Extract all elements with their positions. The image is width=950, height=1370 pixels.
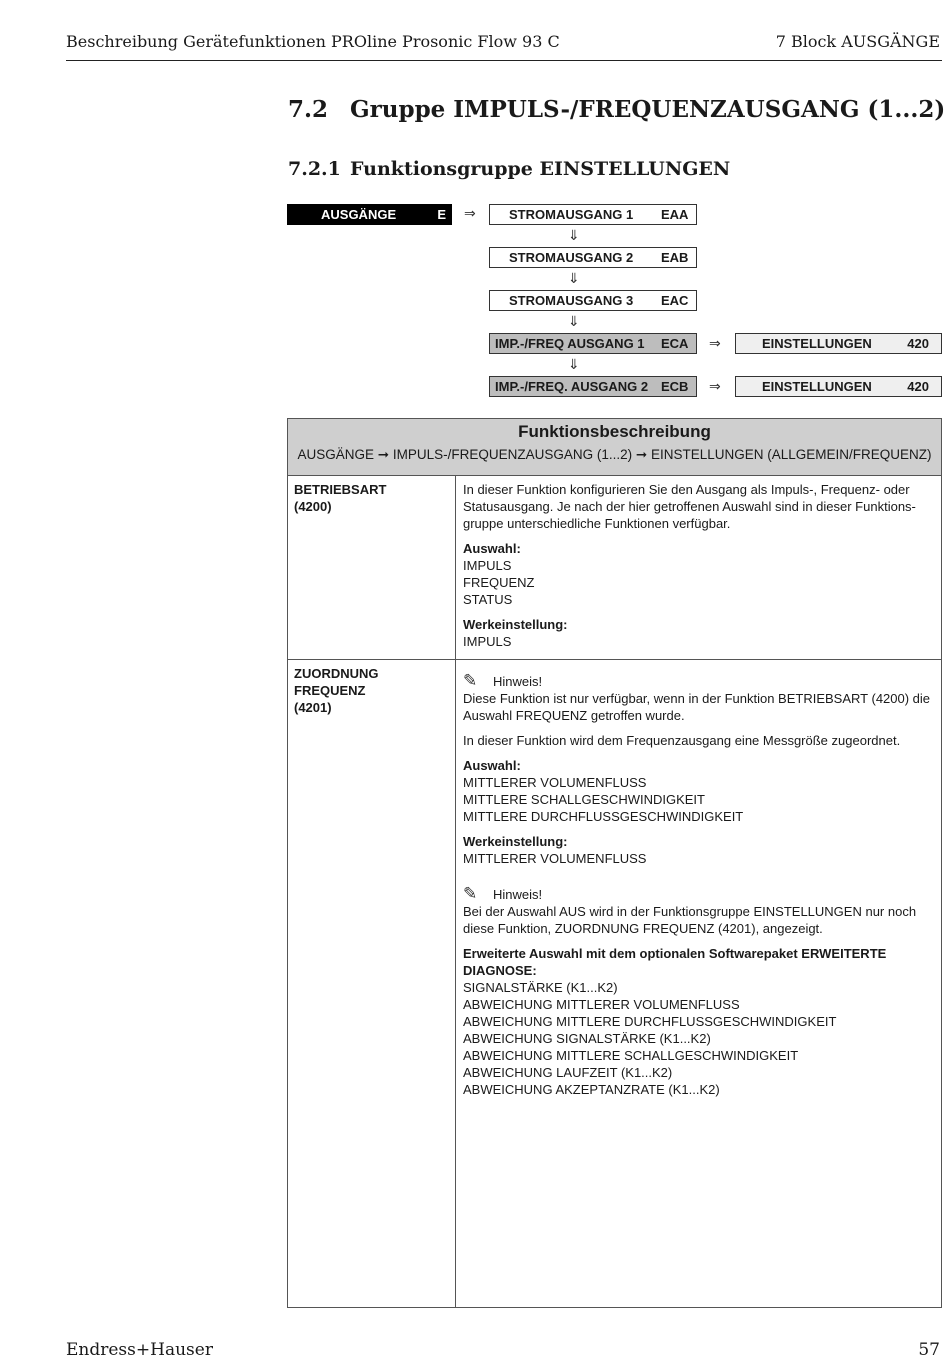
nav-item-label: STROMAUSGANG 2 (509, 250, 634, 265)
nav-root-label: AUSGÄNGE (321, 207, 397, 222)
arrow-right-icon: ⇒ (709, 378, 721, 394)
table-title: Funktionsbeschreibung (518, 422, 711, 441)
arrow-right-icon: ⇒ (464, 205, 476, 221)
subsection-title: Funktionsgruppe EINSTELLUNGEN (350, 158, 731, 180)
auswahl-option: STATUS (463, 592, 513, 607)
auswahl-label: Auswahl: (463, 758, 521, 773)
subsection-heading (288, 158, 730, 180)
nav-item-stromausgang-1 (489, 204, 697, 225)
note-label: Hinweis! (493, 887, 543, 902)
extended-selection-label: Erweiterte Auswahl mit dem optionalen Softwarepaket ERWEITERTE DIAGNOSE: (463, 946, 887, 978)
auswahl-list (463, 557, 935, 608)
nav-item-stromausgang-2 (489, 247, 697, 268)
function-code: (4201) (294, 700, 332, 715)
extended-option: ABWEICHUNG MITTLERE DURCHFLUSSGESCHWINDIGKEIT (463, 1014, 837, 1029)
running-header-chapter: 7 Block AUSGÄNGE (775, 32, 940, 51)
extended-selection-list (463, 979, 935, 1098)
nav-item-label: IMP.-/FREQ AUSGANG 1 (495, 336, 645, 351)
path-arrow-icon: ➞ (377, 447, 390, 462)
nav-item-label: STROMAUSGANG 1 (509, 207, 634, 222)
running-header-title: Beschreibung Gerätefunktionen PROline Prosonic Flow 93 C (66, 32, 560, 51)
nav-target-einstellungen-1 (735, 333, 942, 354)
nav-item-code: EAA (661, 207, 689, 222)
footer-brand: Endress+Hauser (66, 1340, 213, 1360)
extended-option: ABWEICHUNG AKZEPTANZRATE (K1...K2) (463, 1082, 720, 1097)
werkeinstellung-label: Werkeinstellung: (463, 834, 568, 849)
note-label: Hinweis! (493, 674, 543, 689)
page-number: 57 (918, 1340, 940, 1360)
note-text: Diese Funktion ist nur verfügbar, wenn in der Funktion BETRIEBSART (4200) die Auswahl FREQUENZ getroffen wurde. (463, 691, 931, 723)
auswahl-option: MITTLERE SCHALLGESCHWINDIGKEIT (463, 792, 705, 807)
pencil-note-icon: ✎ (463, 884, 478, 903)
nav-target-code: 420 (907, 379, 929, 394)
arrow-down-icon: ⇓ (568, 356, 580, 372)
subsection-number: 7.2.1 (288, 158, 341, 180)
auswahl-label: Auswahl: (463, 541, 521, 556)
nav-item-impfreq-ausgang-2 (489, 376, 697, 397)
table-row-betriebsart (288, 476, 941, 660)
note-heading (463, 885, 935, 903)
arrow-down-icon: ⇓ (568, 227, 580, 243)
auswahl-option: MITTLERER VOLUMENFLUSS (463, 775, 647, 790)
nav-item-label: IMP.-/FREQ. AUSGANG 2 (495, 379, 649, 394)
nav-target-label: EINSTELLUNGEN (762, 379, 872, 394)
nav-target-label: EINSTELLUNGEN (762, 336, 872, 351)
function-name-line-1: ZUORDNUNG (294, 666, 379, 681)
table-path (288, 447, 941, 463)
path-impuls-frequenzausgang: IMPULS-/FREQUENZAUSGANG (1...2) (392, 447, 633, 462)
nav-item-label: STROMAUSGANG 3 (509, 293, 634, 308)
nav-target-einstellungen-2 (735, 376, 942, 397)
arrow-down-icon: ⇓ (568, 313, 580, 329)
nav-item-code: ECA (661, 336, 689, 351)
header-rule (66, 60, 942, 61)
extended-option: SIGNALSTÄRKE (K1...K2) (463, 980, 618, 995)
nav-root-code: E (437, 207, 446, 222)
pencil-note-icon: ✎ (463, 671, 478, 690)
function-code: (4200) (294, 499, 332, 514)
werkeinstellung-value: MITTLERER VOLUMENFLUSS (463, 851, 647, 866)
description-text: In dieser Funktion konfigurieren Sie den Ausgang als Impuls-, Frequenz- oder Statusausgang. Je nach der hier getroffenen Auswahl sind in dieser Funktionsgruppe unterschiedliche Funktionen verfügbar. (463, 482, 916, 531)
nav-item-impfreq-ausgang-1 (489, 333, 697, 354)
werkeinstellung-label: Werkeinstellung: (463, 617, 568, 632)
nav-item-code: ECB (661, 379, 689, 394)
extended-option: ABWEICHUNG LAUFZEIT (K1...K2) (463, 1065, 673, 1080)
path-arrow-icon: ➞ (635, 447, 648, 462)
note-text: Bei der Auswahl AUS wird in der Funktionsgruppe EINSTELLUNGEN nur noch diese Funktion, ZUORDNUNG FREQUENZ (4201), angezeigt. (463, 904, 917, 936)
section-number: 7.2 (288, 96, 329, 123)
section-heading (288, 96, 945, 123)
extended-option: ABWEICHUNG MITTLERER VOLUMENFLUSS (463, 997, 740, 1012)
description-text: In dieser Funktion wird dem Frequenzausgang eine Messgröße zugeordnet. (463, 733, 901, 748)
extended-option: ABWEICHUNG MITTLERE SCHALLGESCHWINDIGKEIT (463, 1048, 799, 1063)
table-header (288, 419, 941, 476)
section-title: Gruppe IMPULS-/FREQUENZAUSGANG (1...2) (350, 96, 946, 123)
nav-item-stromausgang-3 (489, 290, 697, 311)
arrow-right-icon: ⇒ (709, 335, 721, 351)
path-ausgaenge: AUSGÄNGE (297, 447, 374, 462)
function-name-cell (288, 660, 456, 1308)
function-name: BETRIEBSART (294, 482, 387, 497)
nav-item-code: EAC (661, 293, 689, 308)
nav-item-code: EAB (661, 250, 689, 265)
auswahl-option: IMPULS (463, 558, 512, 573)
function-name-line-2: FREQUENZ (294, 683, 366, 698)
auswahl-option: MITTLERE DURCHFLUSSGESCHWINDIGKEIT (463, 809, 744, 824)
nav-root-ausgaenge (287, 204, 452, 225)
note-heading (463, 672, 935, 690)
function-description-table (287, 418, 942, 1308)
arrow-down-icon: ⇓ (568, 270, 580, 286)
function-description-cell (456, 660, 941, 1106)
werkeinstellung-value: IMPULS (463, 634, 512, 649)
auswahl-list (463, 774, 935, 825)
function-name-cell (288, 476, 456, 659)
path-einstellungen: EINSTELLUNGEN (ALLGEMEIN/FREQUENZ) (650, 447, 932, 462)
extended-option: ABWEICHUNG SIGNALSTÄRKE (K1...K2) (463, 1031, 711, 1046)
nav-target-code: 420 (907, 336, 929, 351)
table-row-zuordnung-frequenz (288, 660, 941, 1308)
auswahl-option: FREQUENZ (463, 575, 535, 590)
function-description-cell (456, 476, 941, 658)
